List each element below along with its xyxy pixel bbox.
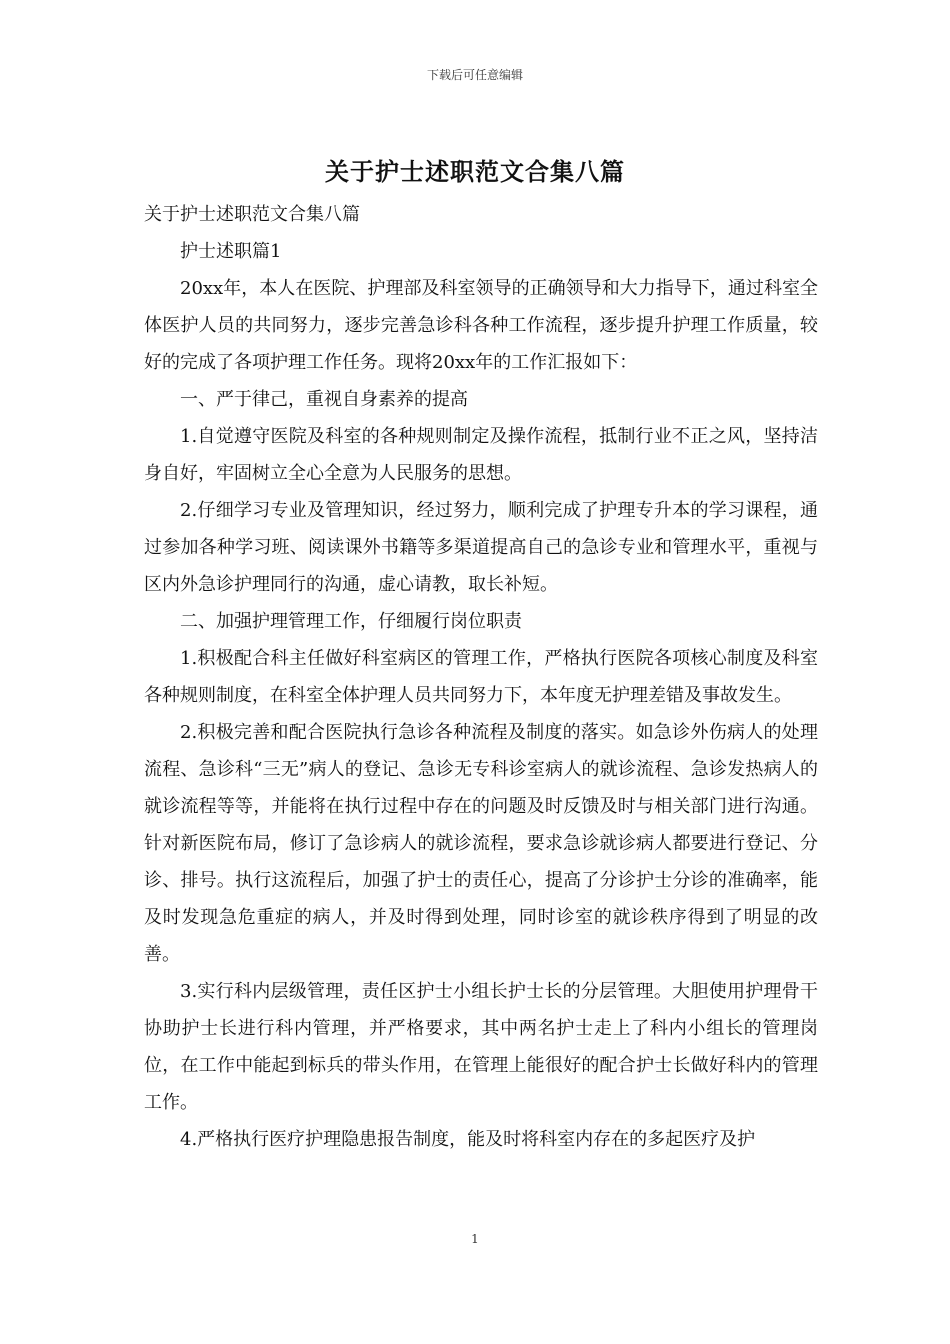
page-number: 1 [471, 1232, 479, 1246]
paragraph: 2.仔细学习专业及管理知识，经过努力，顺利完成了护理专升本的学习课程，通过参加各种学习班、阅读课外书籍等多渠道提高自己的急诊专业和管理水平，重视与区内外急诊护理同行的沟通，虚心请教，取长补短。 [144, 500, 818, 595]
paragraph: 3.实行科内层级管理，责任区护士小组长护士长的分层管理。大胆使用护理骨干协助护士长进行科内管理，并严格要求，其中两名护士走上了科内小组长的管理岗位，在工作中能起到标兵的带头作用，在管理上能很好的配合护士长做好科内的管理工作。 [144, 981, 818, 1113]
document-title: 关于护士述职范文合集八篇 [325, 157, 625, 186]
paragraph: 2.积极完善和配合医院执行急诊各种流程及制度的落实。如急诊外伤病人的处理流程、急诊科“三无”病人的登记、急诊无专科诊室病人的就诊流程、急诊发热病人的就诊流程等等，并能将在执行过程中存在的问题及时反馈及时与相关部门进行沟通。针对新医院布局，修订了急诊病人的就诊流程，要求急诊就诊病人都要进行登记、分诊、排号。执行这流程后，加强了护士的责任心，提高了分诊护士分诊的准确率，能及时发现急危重症的病人，并及时得到处理，同时诊室的就诊秩序得到了明显的改善。 [144, 722, 818, 965]
document-body [144, 196, 818, 1158]
paragraph: 4.严格执行医疗护理隐患报告制度，能及时将科室内存在的多起医疗及护 [180, 1129, 756, 1150]
header-note: 下载后可任意编辑 [426, 68, 523, 82]
paragraph: 1.自觉遵守医院及科室的各种规则制定及操作流程，抵制行业不正之风，坚持洁身自好，牢固树立全心全意为人民服务的思想。 [144, 426, 818, 484]
paragraph-heading: 二、加强护理管理工作，仔细履行岗位职责 [180, 611, 522, 632]
paragraph-subtitle: 关于护士述职范文合集八篇 [144, 204, 360, 225]
paragraph-section-heading: 护士述职篇1 [180, 241, 282, 262]
paragraph: 1.积极配合科主任做好科室病区的管理工作，严格执行医院各项核心制度及科室各种规则制度，在科室全体护理人员共同努力下，本年度无护理差错及事故发生。 [144, 648, 818, 706]
paragraph-heading: 一、严于律己，重视自身素养的提高 [180, 389, 468, 410]
paragraph: 20xx年，本人在医院、护理部及科室领导的正确领导和大力指导下，通过科室全体医护人员的共同努力，逐步完善急诊科各种工作流程，逐步提升护理工作质量，较好的完成了各项护理工作任务。现将20xx年的工作汇报如下： [144, 278, 818, 373]
